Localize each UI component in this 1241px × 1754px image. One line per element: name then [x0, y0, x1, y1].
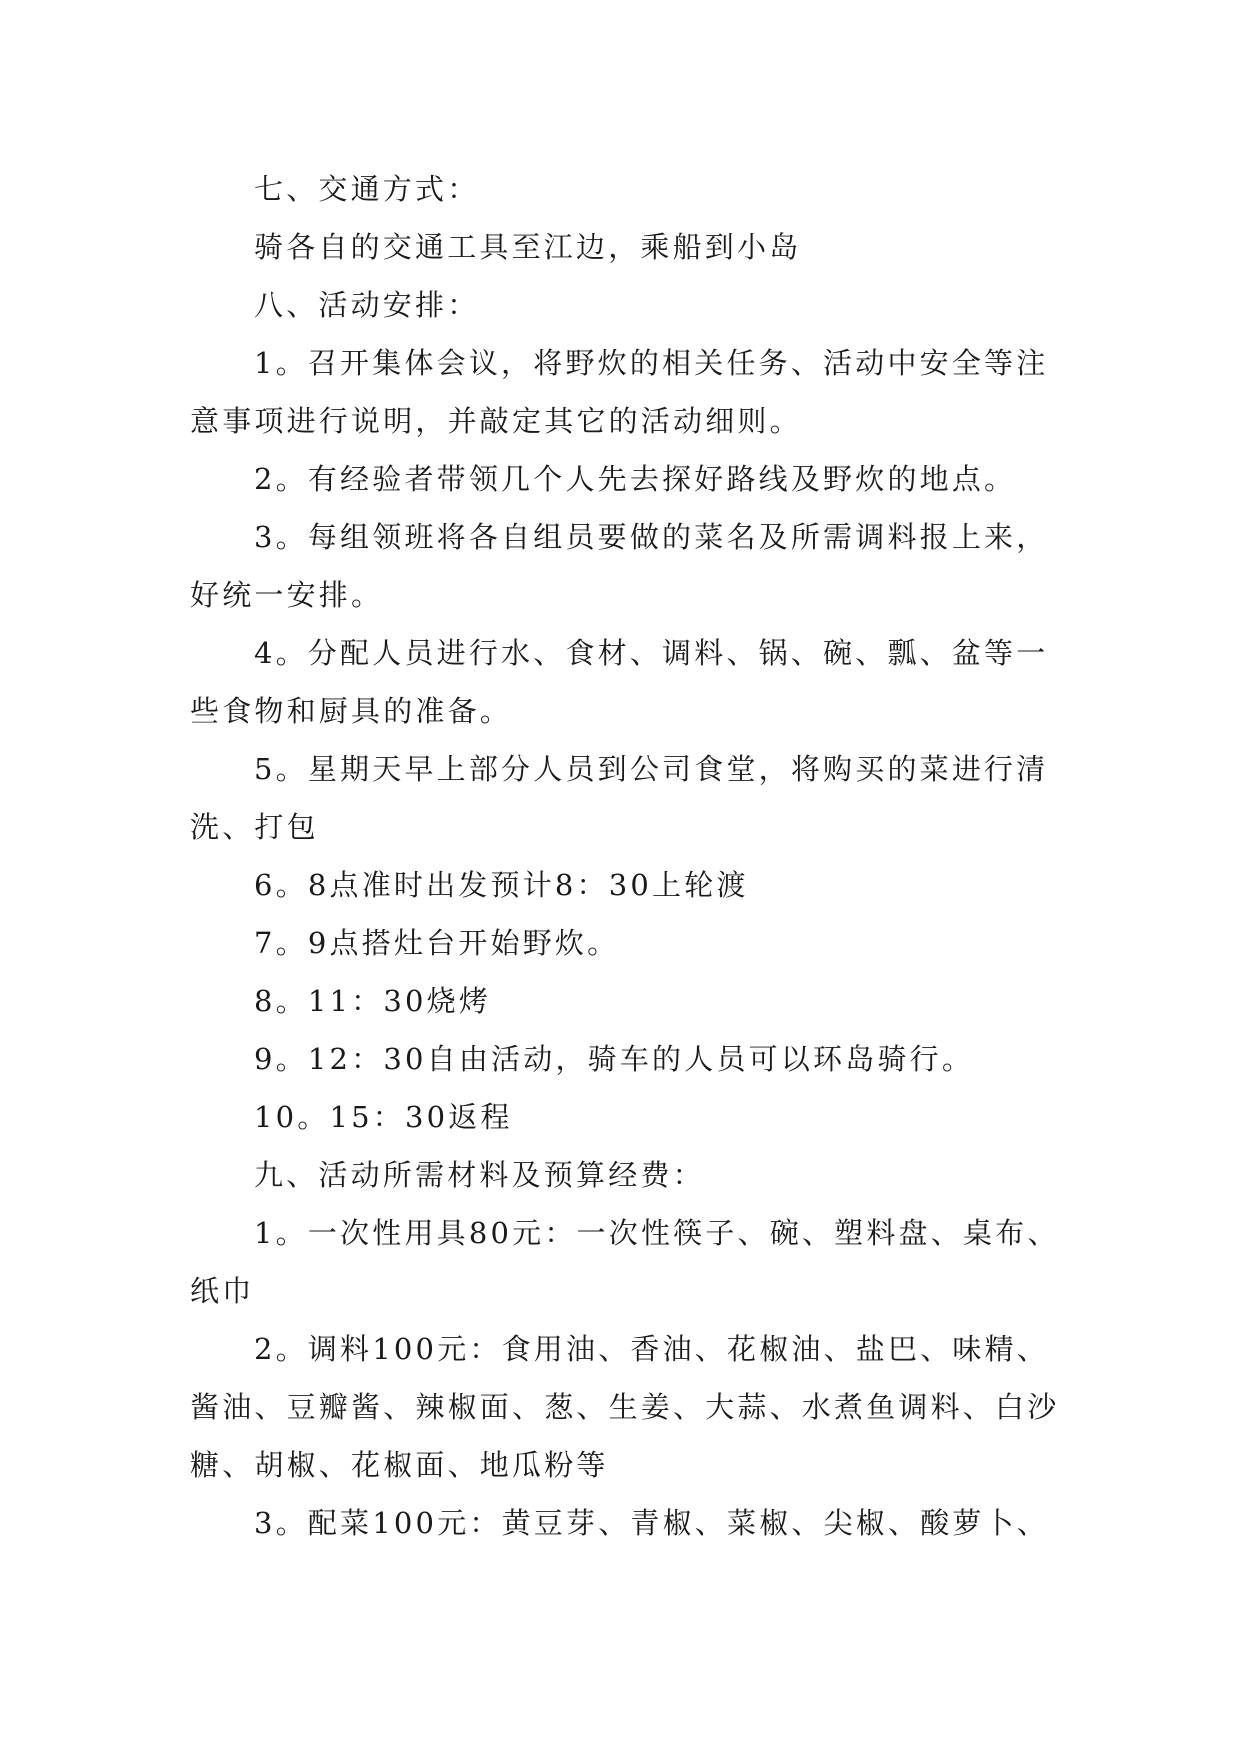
budget-item-3: 3。配菜100元：黄豆芽、青椒、菜椒、尖椒、酸萝卜、: [254, 1506, 1050, 1540]
budget-item-1: 1。一次性用具80元：一次性筷子、碗、塑料盘、桌布、纸巾: [190, 1216, 1060, 1308]
paragraph-transport-detail: 骑各自的交通工具至江边，乘船到小岛: [254, 230, 802, 264]
schedule-item-5: 5。星期天早上部分人员到公司食堂，将购买的菜进行清洗、打包: [190, 752, 1049, 844]
schedule-item-9: 9。12：30自由活动，骑车的人员可以环岛骑行。: [254, 1042, 975, 1076]
section-heading-transport: 七、交通方式：: [254, 172, 480, 206]
schedule-item-2: 2。有经验者带领几个人先去探好路线及野炊的地点。: [254, 462, 1017, 496]
schedule-item-6: 6。8点准时出发预计8：30上轮渡: [254, 868, 749, 902]
document-body: [190, 160, 1070, 1552]
schedule-item-8: 8。11：30烧烤: [254, 984, 492, 1018]
schedule-item-4: 4。分配人员进行水、食材、调料、锅、碗、瓢、盆等一些食物和厨具的准备。: [190, 636, 1049, 728]
schedule-item-10: 10。15：30返程: [254, 1100, 513, 1134]
schedule-item-7: 7。9点搭灶台开始野炊。: [254, 926, 620, 960]
section-heading-budget: 九、活动所需材料及预算经费：: [254, 1158, 705, 1192]
budget-item-2: 2。调料100元：食用油、香油、花椒油、盐巴、味精、酱油、豆瓣酱、辣椒面、葱、生姜、大蒜、水煮鱼调料、白沙糖、胡椒、花椒面、地瓜粉等: [190, 1332, 1060, 1482]
schedule-item-1: 1。召开集体会议，将野炊的相关任务、活动中安全等注意事项进行说明，并敲定其它的活动细则。: [190, 346, 1049, 438]
schedule-item-3: 3。每组领班将各自组员要做的菜名及所需调料报上来，好统一安排。: [190, 520, 1049, 612]
section-heading-schedule: 八、活动安排：: [254, 288, 480, 322]
